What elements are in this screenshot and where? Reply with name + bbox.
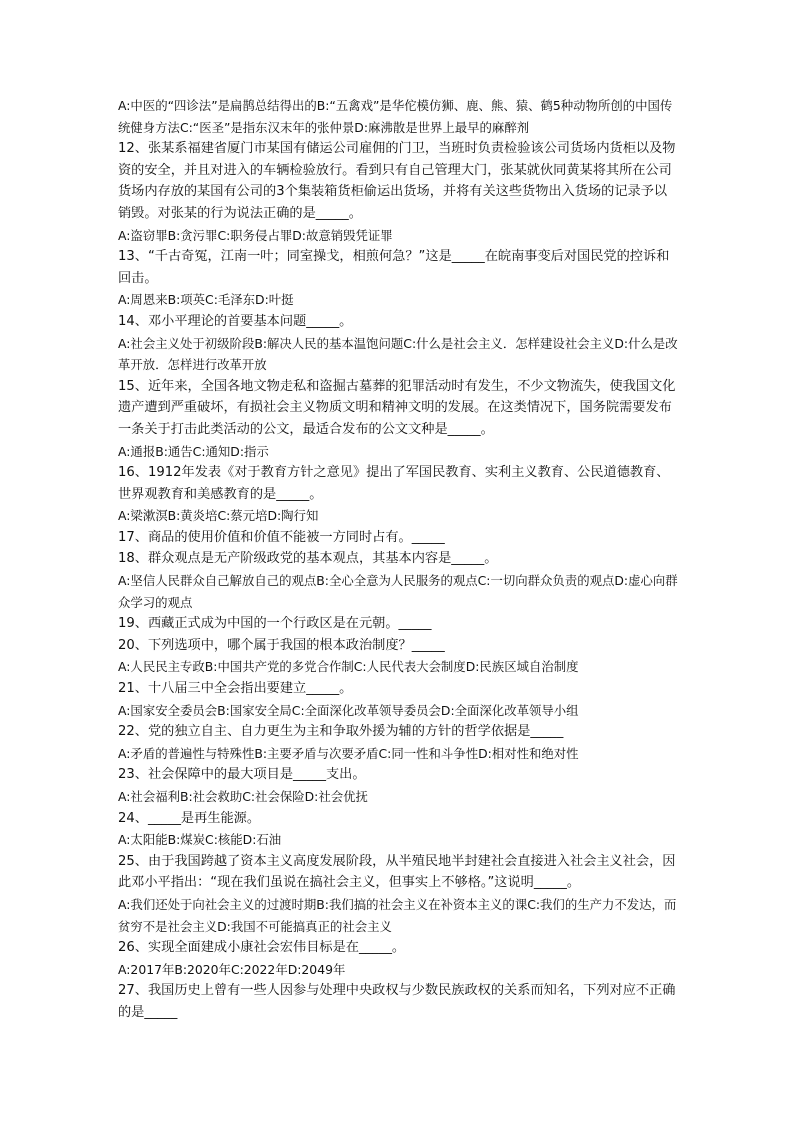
- answer-options: A:社会福利B:社会救助C:社会保险D:社会优抚: [118, 789, 368, 804]
- answer-options: A:矛盾的普遍性与特殊性B:主要矛盾与次要矛盾C:同一性和斗争性D:相对性和绝对性: [118, 745, 579, 761]
- answer-options: A:我们还处于向社会主义的过渡时期B:我们搞的社会主义在补资本主义的课C:我们的生产力不发达，而贫穷不是社会主义D:我国不可能搞真正的社会主义: [118, 896, 677, 934]
- answer-options: A:人民民主专政B:中国共产党的多党合作制C:人民代表大会制度D:民族区域自治制度: [118, 659, 579, 675]
- answer-options: A:国家安全委员会B:国家安全局C:全面深化改革领导委员会D:全面深化改革领导小组: [118, 702, 579, 718]
- answer-options: A:梁漱溟B:黄炎培C:蔡元培D:陶行知: [118, 508, 319, 524]
- question-text: 19、西藏正式成为中国的一个行政区是在元朝。_____: [118, 616, 432, 632]
- question-text: 17、商品的使用价值和价值不能被一方同时占有。_____: [118, 529, 445, 545]
- answer-options: A:周恩来B:项英C:毛泽东D:叶挺: [118, 292, 294, 308]
- question-text: 22、党的独立自主、自力更生为主和争取外援为辅的方针的哲学依据是_____: [118, 724, 564, 740]
- question-text: 25、由于我国跨越了资本主义高度发展阶段，从半殖民地半封建社会直接进入社会主义社会，因此邓小平指出：“现在我们虽说在搞社会主义，但事实上不够格。”这说明_____。: [118, 853, 676, 891]
- answer-options: A:中医的“四诊法”是扁鹊总结得出的B:“五禽戏”是华佗模仿狮、鹿、熊、猿、鹤5种动物所创的中国传统健身方法C:“医圣”是指东汉末年的张仲景D:麻沸散是世界上最早的麻醉剂: [118, 98, 673, 135]
- question-text: 12、张某系福建省厦门市某国有储运公司雇佣的门卫，当班时负责检验该公司货场内货柜以及物资的安全，并且对进入的车辆检验放行。看到只有自己管理大门，张某就伙同黄某将其所在公司货场内存放的某国有公司的3个集装箱货柜偷运出货场，并将有关这些货物出入货场的记录予以销毁。对张某的行为说法正确的是_____。: [118, 141, 676, 221]
- question-text: 16、1912年发表《对于教育方针之意见》提出了军国民教育、实利主义教育、公民道德教育、世界观教育和美感教育的是_____。: [118, 465, 670, 502]
- question-text: 20、下列选项中，哪个属于我国的根本政治制度？_____: [118, 637, 445, 653]
- answer-options: A:坚信人民群众自己解放自己的观点B:全心全意为人民服务的观点C:一切向群众负责的观点D:虚心向群众学习的观点: [118, 573, 678, 610]
- question-text: 24、_____是再生能源。: [118, 810, 261, 826]
- question-text: 21、十八届三中全会指出要建立_____。: [118, 681, 353, 697]
- answer-options: A:太阳能B:煤炭C:核能D:石油: [118, 832, 282, 848]
- question-text: 23、社会保障中的最大项目是_____支出。: [118, 767, 366, 783]
- question-text: 26、实现全面建成小康社会宏伟目标是在_____。: [118, 940, 406, 956]
- question-text: 27、我国历史上曾有一些人因参与处理中央政权与少数民族政权的关系而知名，下列对应不正确的是_____: [118, 983, 676, 1020]
- question-text: 18、群众观点是无产阶级政党的基本观点，其基本内容是_____。: [118, 551, 498, 567]
- question-text: 15、近年来，全国各地文物走私和盗掘古墓葬的犯罪活动时有发生，不少文物流失，使我国文化遗产遭到严重破坏，有损社会主义物质文明和精神文明的发展。在这类情况下，国务院需要发布一条关于打击此类活动的公文，最适合发布的公文文种是_____。: [118, 378, 676, 437]
- question-text: 13、“千古奇冤，江南一叶；同室操戈，相煎何急？”这是_____在皖南事变后对国民党的控诉和回击。: [118, 249, 670, 286]
- answer-options: A:社会主义处于初级阶段B:解决人民的基本温饱问题C:什么是社会主义．怎样建设社会主义D:什么是改革开放．怎样进行改革开放: [118, 335, 678, 373]
- document-page: [118, 95, 678, 1024]
- question-text: 14、邓小平理论的首要基本问题_____。: [118, 313, 353, 329]
- answer-options: A:通报B:通告C:通知D:指示: [118, 443, 269, 459]
- answer-options: A:2017年B:2020年C:2022年D:2049年: [118, 961, 346, 977]
- answer-options: A:盗窃罪B:贪污罪C:职务侵占罪D:故意销毁凭证罪: [118, 227, 393, 243]
